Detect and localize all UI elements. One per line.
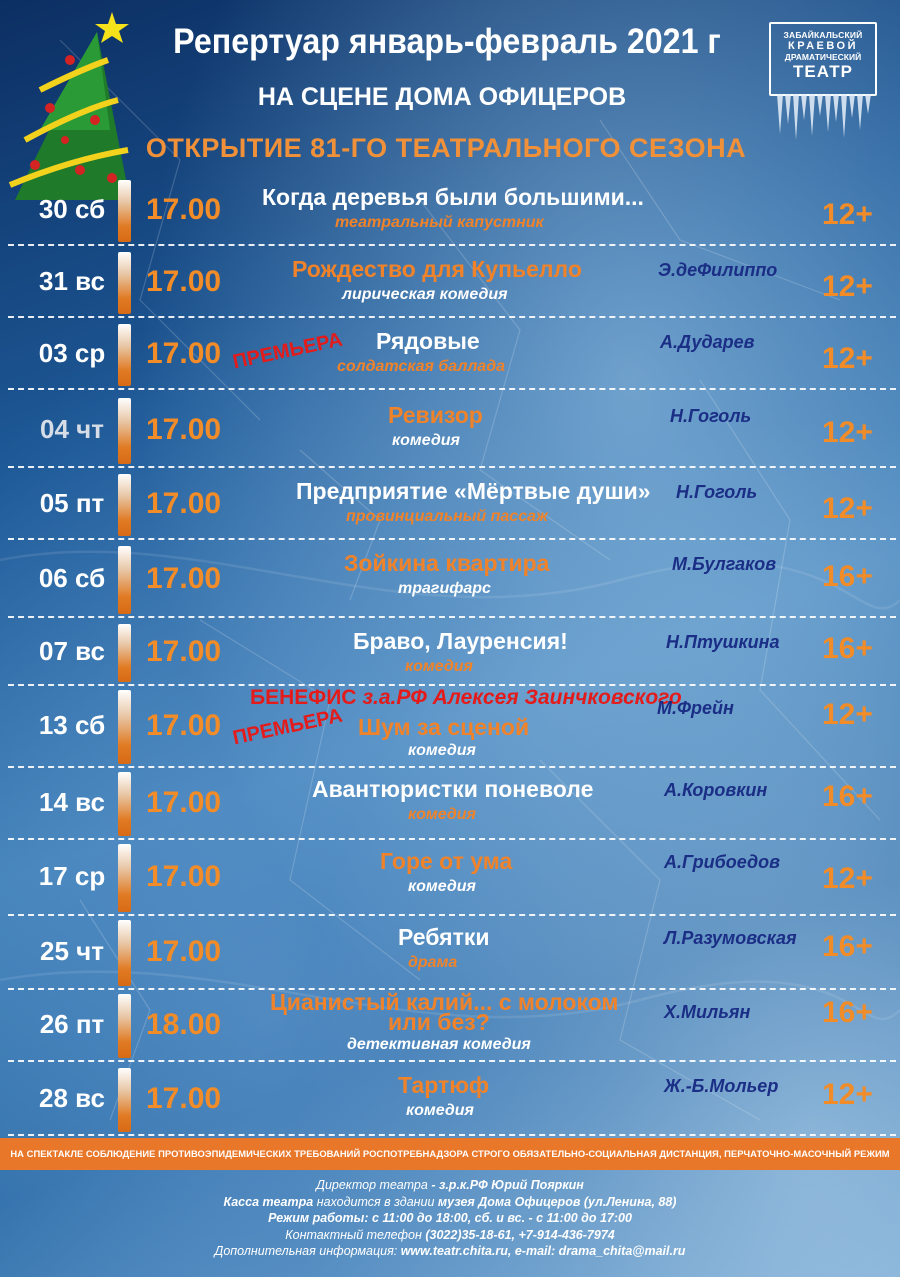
director-name: - з.р.к.РФ Юрий Пояркин (427, 1178, 584, 1192)
schedule-row (0, 768, 900, 840)
show-author: Н.Гоголь (676, 482, 758, 502)
show-author: А.Дударев (660, 332, 755, 352)
show-author: Э.деФилиппо (658, 260, 778, 280)
stage-subtitle: НА СЦЕНЕ ДОМА ОФИЦЕРОВ (257, 83, 627, 111)
show-genre: комедия (408, 742, 476, 759)
email-label: , e-mail: (507, 1244, 559, 1258)
schedule-row (0, 840, 900, 916)
age-rating: 16+ (822, 996, 873, 1029)
show-title: Когда деревья были большими... (262, 184, 644, 210)
schedule-row (0, 686, 900, 768)
show-time: 17.00 (146, 635, 222, 668)
show-author: А.Грибоедов (664, 852, 780, 872)
age-rating: 16+ (822, 560, 873, 593)
footer-director (0, 1177, 900, 1194)
site-link[interactable]: www.teatr.chita.ru (400, 1244, 508, 1258)
footer-info (0, 1243, 900, 1260)
show-genre: детективная комедия (347, 1036, 531, 1053)
show-time: 18.00 (146, 1008, 222, 1041)
show-author: Л.Разумовская (664, 928, 797, 948)
footer (0, 1177, 900, 1260)
covid-notice: НА СПЕКТАКЛЕ СОБЛЮДЕНИЕ ПРОТИВОЭПИДЕМИЧЕСКИХ ТРЕБОВАНИЙ РОСПОТРЕБНАДЗОРА СТРОГО ОБЯЗАТЕЛЬНО-СОЦИАЛЬНАЯ ДИСТАНЦИЯ, ПЕРЧАТОЧНО-МАСОЧНЫЙ РЕЖИМ (0, 1138, 900, 1170)
date-bar (118, 546, 131, 614)
age-rating: 12+ (822, 698, 873, 731)
logo-line-2: КРАЕВОЙ (788, 40, 858, 52)
schedule-row (0, 470, 900, 540)
show-genre: комедия (408, 806, 476, 823)
age-rating: 12+ (822, 270, 873, 303)
age-rating: 12+ (822, 492, 873, 525)
show-date: 26 пт (39, 1009, 105, 1039)
age-rating: 12+ (822, 342, 873, 375)
show-date: 05 пт (39, 488, 105, 518)
show-genre: комедия (408, 878, 476, 895)
age-rating: 16+ (822, 632, 873, 665)
age-rating: 16+ (822, 930, 873, 963)
date-bar (118, 772, 131, 836)
show-title: Рядовые (376, 328, 480, 354)
date-bar (118, 994, 131, 1058)
show-genre: драма (408, 954, 458, 971)
row-separator (8, 388, 896, 390)
show-date: 13 сб (38, 710, 106, 740)
page-title: Репертуар январь-февраль 2021 г (173, 22, 721, 61)
schedule-row (0, 542, 900, 618)
premiere-stamp: ПРЕМЬЕРА (230, 328, 345, 374)
footer-hours (0, 1210, 900, 1227)
show-time: 17.00 (146, 265, 222, 298)
show-title: Цианистый калий... с молоком (270, 989, 619, 1015)
row-separator (8, 538, 896, 540)
benefis-line (250, 686, 682, 710)
show-title: Тартюф (398, 1072, 490, 1098)
show-author: Н.Гоголь (670, 406, 752, 426)
show-title: Шум за сценой (358, 714, 530, 740)
show-genre: лирическая комедия (342, 286, 508, 303)
date-bar (118, 690, 131, 764)
logo-line-4: ТЕАТР (793, 62, 853, 81)
show-time: 17.00 (146, 413, 222, 446)
email-link[interactable]: drama_chita@mail.ru (558, 1244, 686, 1258)
date-bar (118, 624, 131, 682)
date-bar (118, 1068, 131, 1132)
director-label: Директор театра (316, 1178, 428, 1192)
row-separator (8, 244, 896, 246)
show-date: 07 вс (39, 636, 105, 666)
show-time: 17.00 (146, 487, 222, 520)
show-time: 17.00 (146, 709, 222, 742)
schedule-row (0, 1064, 900, 1136)
schedule-row (0, 990, 900, 1062)
show-title: Авантюристки поневоле (312, 776, 594, 802)
hours-text: Режим работы: с 11:00 до 18:00, сб. и вс. - с 11:00 до 17:00 (268, 1211, 632, 1225)
show-author: А.Коровкин (664, 780, 768, 800)
phone-number: (3022)35-18-61, +7-914-436-7974 (425, 1227, 615, 1242)
phone-label: Контактный телефон (285, 1227, 426, 1242)
age-rating: 12+ (822, 198, 873, 231)
date-bar (118, 474, 131, 536)
logo-line-1: ЗАБАЙКАЛЬСКИЙ (783, 30, 863, 40)
row-separator (8, 316, 896, 318)
schedule-row (0, 394, 900, 468)
date-bar (118, 398, 131, 464)
show-author: М.Булгаков (672, 554, 777, 574)
row-separator (8, 1060, 896, 1062)
show-title-line-2: или без? (388, 1009, 490, 1035)
schedule-row (0, 320, 900, 390)
row-separator (8, 616, 896, 618)
age-rating: 12+ (822, 1078, 873, 1111)
show-time: 17.00 (146, 1082, 222, 1115)
show-author: М.Фрейн (657, 698, 734, 718)
schedule-row (0, 620, 900, 686)
show-date: 30 сб (38, 194, 106, 224)
show-genre: комедия (405, 658, 473, 675)
show-date: 31 вс (39, 266, 105, 296)
show-title: Предприятие «Мёртвые души» (296, 478, 651, 504)
show-date: 06 сб (38, 563, 106, 593)
show-title: Рождество для Купьелло (292, 256, 582, 282)
show-genre: комедия (392, 432, 460, 449)
show-title: Ревизор (388, 402, 483, 428)
age-rating: 12+ (822, 862, 873, 895)
show-time: 17.00 (146, 193, 222, 226)
show-title: Зойкина квартира (344, 550, 550, 576)
date-bar (118, 844, 131, 912)
benefis-text: з.а.РФ Алексея Заинчковского (362, 686, 682, 709)
date-bar (118, 180, 131, 242)
season-opening: ОТКРЫТИЕ 81-ГО ТЕАТРАЛЬНОГО СЕЗОНА (145, 133, 747, 163)
show-title: Горе от ума (380, 848, 513, 874)
show-genre: комедия (406, 1102, 474, 1119)
box-office-label: Касса театра (223, 1194, 314, 1209)
show-time: 17.00 (146, 860, 222, 893)
schedule-row (0, 916, 900, 990)
show-time: 17.00 (146, 337, 222, 370)
row-separator (8, 1134, 896, 1136)
age-rating: 12+ (822, 416, 873, 449)
benefis-label: БЕНЕФИС (250, 686, 357, 709)
show-date: 03 ср (38, 338, 106, 368)
show-genre: трагифарс (398, 580, 491, 597)
date-bar (118, 920, 131, 986)
show-author: Ж.-Б.Мольер (664, 1076, 779, 1096)
row-separator (8, 466, 896, 468)
box-office-place: музея Дома Офицеров (ул.Ленина, 88) (437, 1194, 677, 1209)
show-date: 25 чт (40, 936, 104, 966)
show-genre: провинциальный пассаж (346, 508, 548, 525)
show-date: 28 вс (39, 1083, 105, 1113)
logo-line-3: ДРАМАТИЧЕСКИЙ (784, 52, 862, 62)
show-author: Х.Мильян (664, 1002, 751, 1022)
date-bar (118, 324, 131, 386)
show-time: 17.00 (146, 562, 222, 595)
box-office-mid: находится в здании (313, 1194, 438, 1209)
show-date: 04 чт (40, 414, 104, 444)
premiere-stamp: ПРЕМЬЕРА (230, 704, 345, 750)
show-author: Н.Птушкина (666, 632, 780, 652)
footer-box-office (0, 1194, 900, 1211)
schedule-row (0, 248, 900, 318)
show-time: 17.00 (146, 935, 222, 968)
show-title: Ребятки (398, 924, 490, 950)
show-date: 17 ср (38, 861, 106, 891)
show-time: 17.00 (146, 786, 222, 819)
show-genre: театральный капустник (335, 214, 544, 231)
show-date: 14 вс (39, 787, 105, 817)
schedule-row (0, 176, 900, 246)
age-rating: 16+ (822, 780, 873, 813)
date-bar (118, 252, 131, 314)
footer-phone (0, 1227, 900, 1244)
show-genre: солдатская баллада (337, 358, 505, 375)
show-title: Браво, Лауренсия! (353, 628, 568, 654)
info-label: Дополнительная информация: (214, 1244, 401, 1258)
